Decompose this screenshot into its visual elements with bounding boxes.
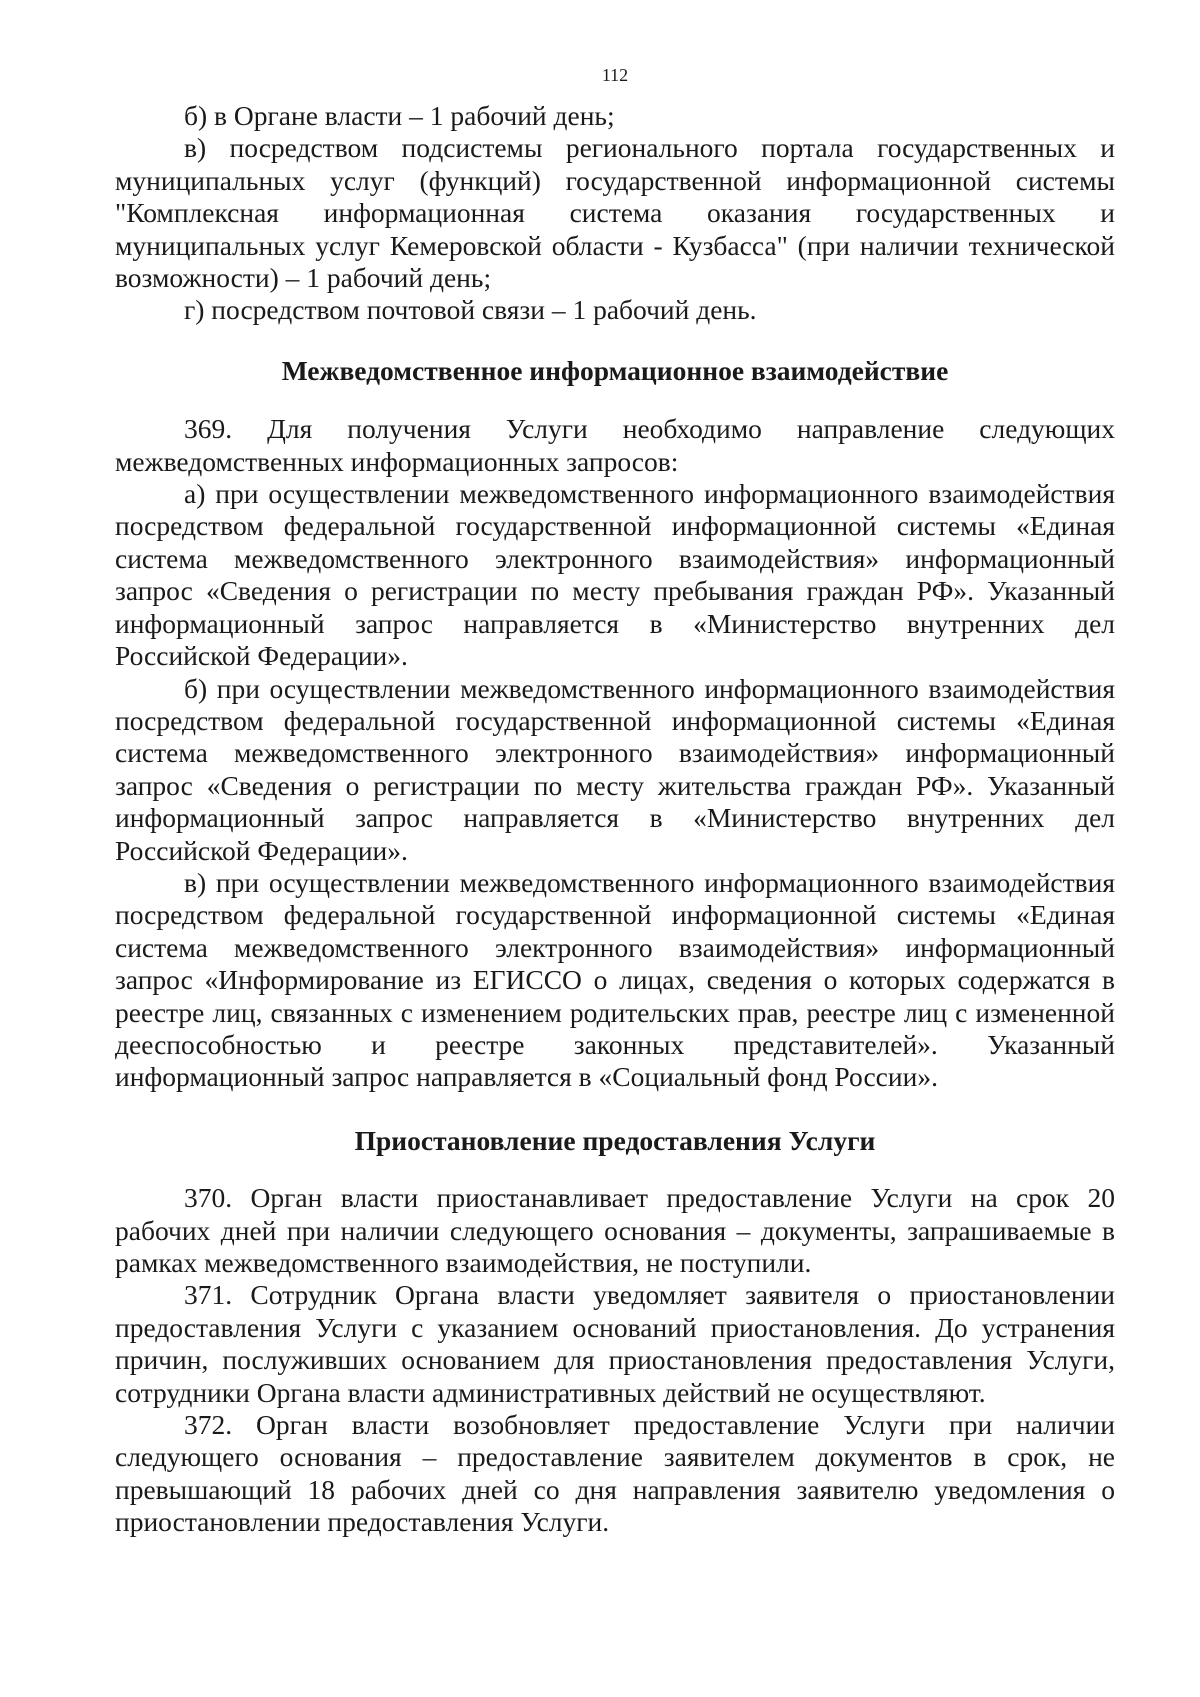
paragraph-370: 370. Орган власти приостанавливает предоставление Услуги на срок 20 рабочих дней при наличии следующего основания – документы, запрашиваемые в рамках межведомственного взаимодействия, не поступили. bbox=[115, 1182, 1115, 1278]
paragraph-369-v: в) при осуществлении межведомственного информационного взаимодействия посредством федеральной государственной информационной системы «Единая система межведомственного электронного взаимодействия» информационный запрос «Информирование из ЕГИССО о лицах, сведения о которых содержатся в реестре лиц, связанных с изменением родительских прав, реестре лиц с измененной дееспособностью и реестре законных представителей». Указанный информационный запрос направляется в «Социальный фонд России». bbox=[115, 866, 1115, 1093]
paragraph-369-b: б) при осуществлении межведомственного информационного взаимодействия посредством федеральной государственной информационной системы «Единая система межведомственного электронного взаимодействия» информационный запрос «Сведения о регистрации по месту жительства граждан РФ». Указанный информационный запрос направляется в «Министерство внутренних дел Российской Федерации». bbox=[115, 672, 1115, 866]
paragraph-371: 371. Сотрудник Органа власти уведомляет заявителя о приостановлении предоставления Услуги с указанием оснований приостановления. До устранения причин, послуживших основанием для приостановления предоставления Услуги, сотрудники Органа власти административных действий не осуществляют. bbox=[115, 1279, 1115, 1408]
paragraph-g-post: г) посредством почтовой связи – 1 рабочий день. bbox=[184, 294, 757, 326]
page-number: 112 bbox=[601, 65, 629, 85]
section-heading-suspension: Приостановление предоставления Услуги bbox=[354, 1124, 876, 1156]
paragraph-v-portal: в) посредством подсистемы регионального портала государственных и муниципальных услуг (функций) государственной информационной системы "Комплексная информационная система оказания государственных и муниципальных услуг Кемеровской области - Кузбасса" (при наличии технической возможности) – 1 рабочий день; bbox=[115, 132, 1115, 294]
paragraph-369-a: а) при осуществлении межведомственного информационного взаимодействия посредством федеральной государственной информационной системы «Единая система межведомственного электронного взаимодействия» информационный запрос «Сведения о регистрации по месту пребывания граждан РФ». Указанный информационный запрос направляется в «Министерство внутренних дел Российской Федерации». bbox=[115, 478, 1115, 672]
paragraph-b-organ: б) в Органе власти – 1 рабочий день; bbox=[184, 100, 615, 131]
paragraph-369: 369. Для получения Услуги необходимо направление следующих межведомственных информационных запросов: bbox=[115, 413, 1115, 477]
paragraph-372: 372. Орган власти возобновляет предоставление Услуги при наличии следующего основания – предоставление заявителем документов в срок, не превышающий 18 рабочих дней со дня направления заявителю уведомления о приостановлении предоставления Услуги. bbox=[115, 1409, 1115, 1538]
document-page bbox=[115, 64, 1115, 1539]
section-heading-interagency: Межведомственное информационное взаимодействие bbox=[281, 354, 949, 386]
